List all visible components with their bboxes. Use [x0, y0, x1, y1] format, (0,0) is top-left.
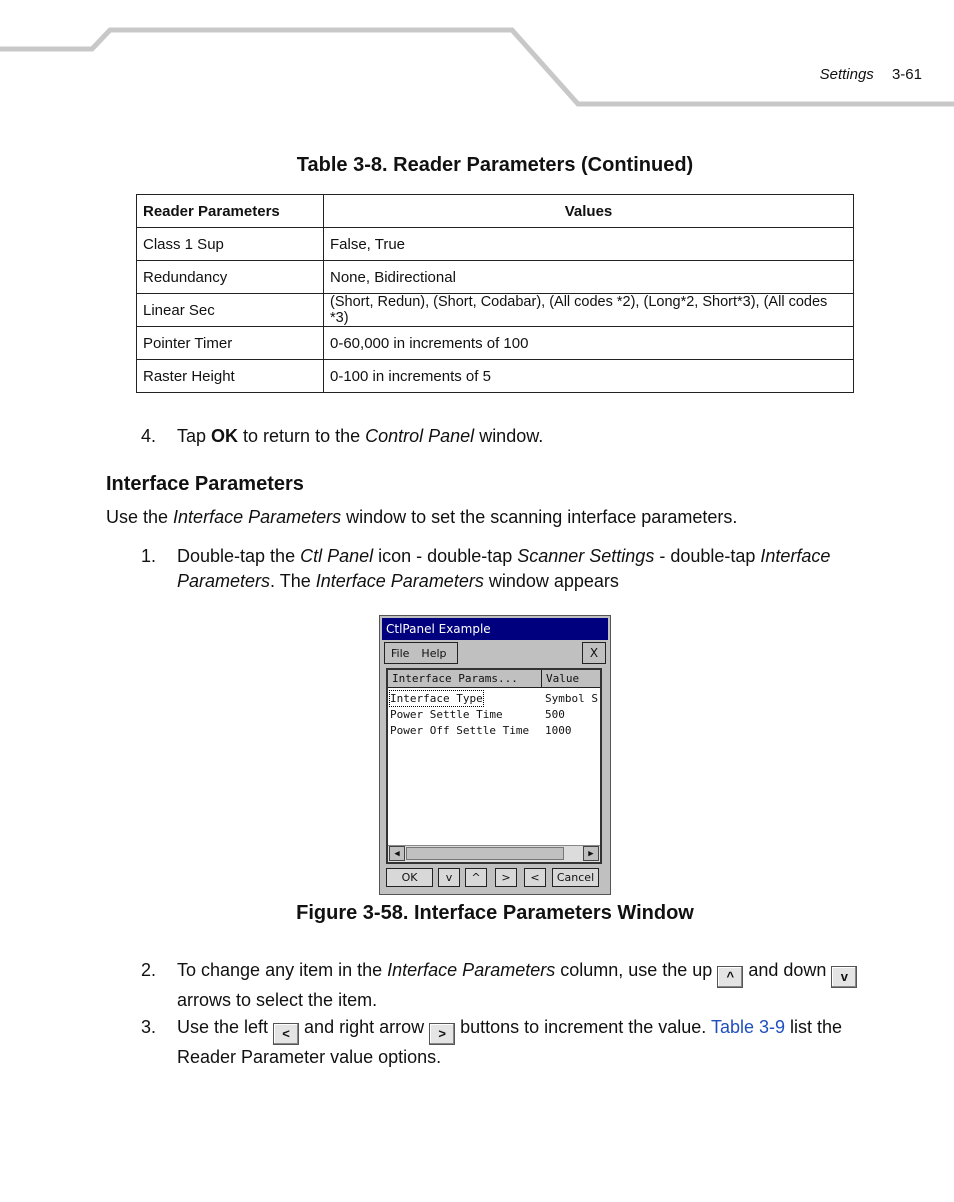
table-cell: 0-60,000 in increments of 100 — [324, 327, 854, 360]
intro-paragraph — [106, 505, 737, 530]
table-cell: (Short, Redun), (Short, Codabar), (All codes *2), (Long*2, Short*3), (All codes *3) — [324, 294, 854, 327]
menu-help[interactable]: Help — [421, 646, 447, 660]
step-2-text — [177, 958, 867, 1013]
term: Scanner Settings — [517, 546, 655, 566]
table-cell: Redundancy — [137, 261, 324, 294]
table-header-row — [137, 195, 854, 228]
text: column, use the up — [555, 960, 718, 980]
table-cell: False, True — [324, 228, 854, 261]
ctlpanel-window-screenshot — [379, 615, 611, 895]
text: icon - double-tap — [373, 546, 518, 566]
window-title: CtlPanel Example — [382, 618, 608, 640]
ok-button[interactable]: OK — [386, 868, 433, 887]
horizontal-scrollbar[interactable] — [388, 845, 600, 862]
left-button[interactable]: < — [524, 868, 546, 887]
table-cell: None, Bidirectional — [324, 261, 854, 294]
text: arrows to select the item. — [177, 990, 378, 1010]
text: and right arrow — [299, 1017, 430, 1037]
column-header: Values — [324, 195, 854, 228]
table-row — [137, 294, 854, 327]
text: window to set the scanning interface parameters. — [341, 507, 738, 527]
table-row — [137, 228, 854, 261]
step-4-text — [177, 424, 543, 449]
scroll-thumb[interactable] — [406, 847, 564, 860]
menu-bar — [384, 642, 458, 664]
text: buttons to increment the value. — [460, 1017, 711, 1037]
left-arrow-icon: < — [273, 1023, 299, 1045]
term: Interface Parameters — [173, 507, 342, 527]
right-arrow-icon: > — [429, 1023, 455, 1045]
table-title: Table 3-8. Reader Parameters (Continued) — [296, 154, 694, 176]
table-cell: 0-100 in increments of 5 — [324, 360, 854, 393]
text: Double-tap the — [177, 546, 301, 566]
param-value: 1000 — [545, 724, 572, 737]
reader-parameters-table — [136, 194, 854, 393]
table-cell: Linear Sec — [137, 294, 324, 327]
step-number: 1. — [141, 546, 157, 566]
step-1-text — [177, 544, 857, 594]
menu-file[interactable]: File — [391, 646, 410, 660]
text: - double-tap — [654, 546, 761, 566]
step-3-text — [177, 1015, 867, 1070]
close-button[interactable]: X — [582, 642, 606, 664]
list-item[interactable] — [390, 723, 600, 738]
term: Interface Parameters — [387, 960, 556, 980]
table-row — [137, 360, 854, 393]
page-number: 3-61 — [891, 66, 922, 83]
param-value: 500 — [545, 708, 565, 721]
up-arrow-icon: ^ — [717, 966, 743, 988]
table-cell: Raster Height — [137, 360, 324, 393]
ok-term: OK — [211, 426, 239, 446]
table-row — [137, 327, 854, 360]
text: and down — [743, 960, 832, 980]
table-row — [137, 261, 854, 294]
figure-caption: Figure 3-58. Interface Parameters Window — [296, 902, 694, 924]
up-button[interactable]: ^ — [465, 868, 487, 887]
term: Interface Parameters — [315, 571, 484, 591]
table-cell: Pointer Timer — [137, 327, 324, 360]
param-name: Power Off Settle Time — [390, 724, 530, 737]
table-cell: Class 1 Sup — [137, 228, 324, 261]
text: . The — [270, 571, 316, 591]
step-number: 2. — [141, 960, 157, 980]
column-header-params[interactable]: Interface Params... — [388, 670, 542, 688]
text: Reader Parameter value options. — [177, 1047, 442, 1067]
text: to return to the — [238, 426, 366, 446]
running-head-section: Settings — [819, 66, 874, 83]
term: Interface Parameters — [177, 546, 831, 591]
step-number: 3. — [141, 1017, 157, 1037]
section-heading: Interface Parameters — [106, 473, 304, 495]
right-button[interactable]: > — [495, 868, 517, 887]
param-value: Symbol S — [545, 692, 598, 705]
text: Tap — [177, 426, 212, 446]
step-number: 4. — [141, 426, 157, 446]
text: window. — [474, 426, 544, 446]
header-rule — [0, 0, 954, 110]
interface-params-list[interactable] — [386, 668, 602, 864]
column-header-value[interactable]: Value — [542, 670, 600, 688]
table-3-9-link[interactable]: Table 3-9 — [710, 1017, 786, 1037]
column-header: Reader Parameters — [137, 195, 324, 228]
term: Ctl Panel — [300, 546, 374, 566]
running-head — [820, 66, 922, 83]
scroll-right-icon[interactable]: ▶ — [583, 846, 599, 861]
text: Use the left — [177, 1017, 274, 1037]
control-panel-term: Control Panel — [365, 426, 475, 446]
text: list the — [785, 1017, 843, 1037]
param-name: Power Settle Time — [390, 708, 503, 721]
list-item[interactable] — [390, 707, 600, 722]
scroll-left-icon[interactable]: ◀ — [389, 846, 405, 861]
text: To change any item in the — [177, 960, 388, 980]
down-button[interactable]: v — [438, 868, 460, 887]
param-name: Interface Type — [390, 692, 483, 705]
text: window appears — [483, 571, 619, 591]
down-arrow-icon: v — [831, 966, 857, 988]
list-item[interactable] — [390, 691, 600, 706]
cancel-button[interactable]: Cancel — [552, 868, 599, 887]
text: Use the — [106, 507, 174, 527]
